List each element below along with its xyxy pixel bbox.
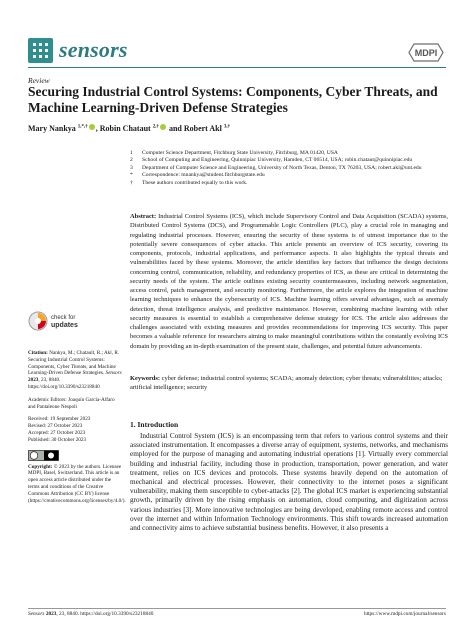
affiliation-mark: 2 [130,157,133,164]
dates [28,416,122,443]
affiliation-item [130,157,450,164]
mdpi-logo-icon[interactable] [406,43,446,62]
introduction-paragraph: Industrial Control System (ICS) is an encompassing term that refers to various control systems and their associated instrumentation. It encompasses a diverse array of equipment, systems, networks, and mechanisms employed for the purpose of managing and automating industrial operations [1]. Virtually every commercial building and industrial facility, including those in production, transportation, power generation, and water treatment, relies on ICS devices and protocols. These systems heavily depend on the automation of mechanical and electrical processes. However, their connectivity to the internet poses a significant vulnerability, making them susceptible to cyber-attacks [2]. The global ICS market is experiencing substantial growth, primarily driven by the rising emphasis on automation, cloud computing, and digitization across various industries [3]. More innovative technologies are being developed, enabling remote access and control over the internet and within Information Technology environments. This shift towards increased automation and connectivity aims to achieve substantial business benefits. However, it also presents a [130,432,448,533]
author-marks: 2,† [152,124,159,130]
updates-line1: check for [51,315,76,321]
author-name: Robin Chataut [99,124,153,133]
affiliation-mark: * [130,172,133,179]
copyright [28,450,126,505]
citation-text: Nankya, M.; Chatault, R.; Akl, R. Securing Industrial Control Systems: Components, Cyber Threats, and Machine Learning-Driven Defense Strategies. [28,350,120,377]
citation-journal: Sensors [105,370,122,377]
orcid-icon[interactable] [160,124,166,130]
article-type: Review [28,76,50,85]
affiliation-mark: 1 [130,150,133,156]
affiliation-mark: † [130,179,133,186]
affiliation-item [130,180,450,187]
updates-line2: updates [51,322,78,329]
citation-year: 2023 [28,377,39,384]
footer-doi[interactable]: , 23, 8840. https://doi.org/10.3390/s23218840 [56,611,154,617]
abstract-label: Abstract: [130,213,157,220]
journal-name[interactable]: sensors [59,37,128,62]
keywords-label: Keywords: [130,375,161,382]
author-marks: 1,*,† [77,124,88,130]
author-name: Robert Akl [183,124,224,133]
cc-by-license-icon[interactable] [28,450,59,461]
date-published: Published: 30 October 2023 [28,436,87,443]
keywords [130,374,448,393]
affiliations [130,150,450,187]
author-marks: 3,† [223,124,231,130]
affiliation-text: School of Computing and Engineering, Quinnipiac University, Hamden, CT 06514, USA; robin.chataut@quinnipiac.edu [142,157,413,164]
abstract [130,212,448,351]
footer-journal: Sensors [28,611,46,617]
date-revised: Revised: 27 October 2023 [28,423,83,430]
header-rule [28,67,446,68]
check-for-updates-icon[interactable] [28,310,88,332]
footer-year: 2023 [45,611,57,617]
footer-rule [28,608,446,609]
author-name: Mary Nankya [28,124,78,133]
affiliation-text: These authors contributed equally to this work. [142,179,248,186]
keywords-text: cyber defense; industrial control systems; SCADA; anomaly detection; cyber threats; vulnerabilities; attacks; artificial intelligence; security [130,375,443,392]
copyright-text: © 2023 by the authors. Licensee MDPI, Basel, Switzerland. This article is an open access article distributed under the terms and conditions of the Creative Commons Attribution (CC BY) license (https://creativecommons.org/licenses/by/4.0/). [28,463,126,504]
citation-label: Citation: [28,350,48,356]
article-title: Securing Industrial Control Systems: Components, Cyber Threats, and Machine Learning-Driven Defense Strategies [28,84,438,115]
affiliation-text: Department of Computer Science and Engineering, University of North Texas, Denton, TX 76203, USA; robert.akl@unt.edu [142,164,422,171]
sidebar [28,350,126,504]
affiliation-item [130,172,450,179]
footer-journal-link[interactable]: https://www.mdpi.com/journal/sensors [363,611,446,617]
affiliation-text: Computer Science Department, Fitchburg State University, Fitchburg, MA 01420, USA [142,150,338,156]
orcid-icon[interactable] [89,124,95,130]
abstract-text: Industrial Control Systems (ICS), which include Supervisory Control and Data Acquisition (SCADA) systems, Distributed Control Systems (DCS), and Programmable Logic Controllers (PLC), play a crucial role in managing and regulating industrial processes. However, ensuring the security of these systems is of utmost importance due to the potentially severe consequences of cyber attacks. This article presents an overview of ICS security, covering its components, protocols, industrial applications, and performance aspects. It also highlights the typical threats and vulnerabilities faced by these systems. Moreover, the article identifies key factors that influence the design decisions concerning control, communication, reliability, and redundancy properties of ICS, as these are critical in determining the security needs of the system. The article outlines existing security countermeasures, including network segmentation, access control, patch management, and security monitoring. Furthermore, the article explores the integration of machine learning techniques to enhance the cybersecurity of ICS. Machine learning offers several advantages, such as anomaly detection, threat intelligence analysis, and predictive maintenance. However, combining machine learning with other security measures is essential to establish a comprehensive defense strategy for ICS. The article also addresses the challenges associated with existing measures and provides recommendations for improving ICS security. This paper becomes a valuable reference for researchers aiming to make meaningful contributions within the constantly evolving ICS domain by providing an in-depth examination of the present state, challenges, and potential future advancements. [130,213,449,350]
section-heading-introduction: 1. Introduction [130,420,179,429]
copyright-label: Copyright: [28,463,53,470]
svg-text:MDPI: MDPI [414,48,438,58]
journal-logo-icon [28,38,53,63]
affiliation-mark: 3 [130,164,133,171]
citation [28,350,122,391]
author-separator: , [95,124,100,133]
author-list [28,124,446,133]
citation-rest[interactable]: , 23, 8840. https://doi.org/10.3390/s23218840 [28,377,100,390]
footer-citation[interactable] [28,611,153,617]
affiliation-text: Correspondence: mnankya@student.fitchburgstate.edu [142,172,265,179]
date-accepted: Accepted: 27 October 2023 [28,429,86,436]
author-separator: and [166,124,184,133]
date-received: Received: 19 September 2023 [28,416,91,423]
academic-editors: Academic Editors: Joaquín García-Alfaro and Pantaleone Nespoli [28,396,115,410]
